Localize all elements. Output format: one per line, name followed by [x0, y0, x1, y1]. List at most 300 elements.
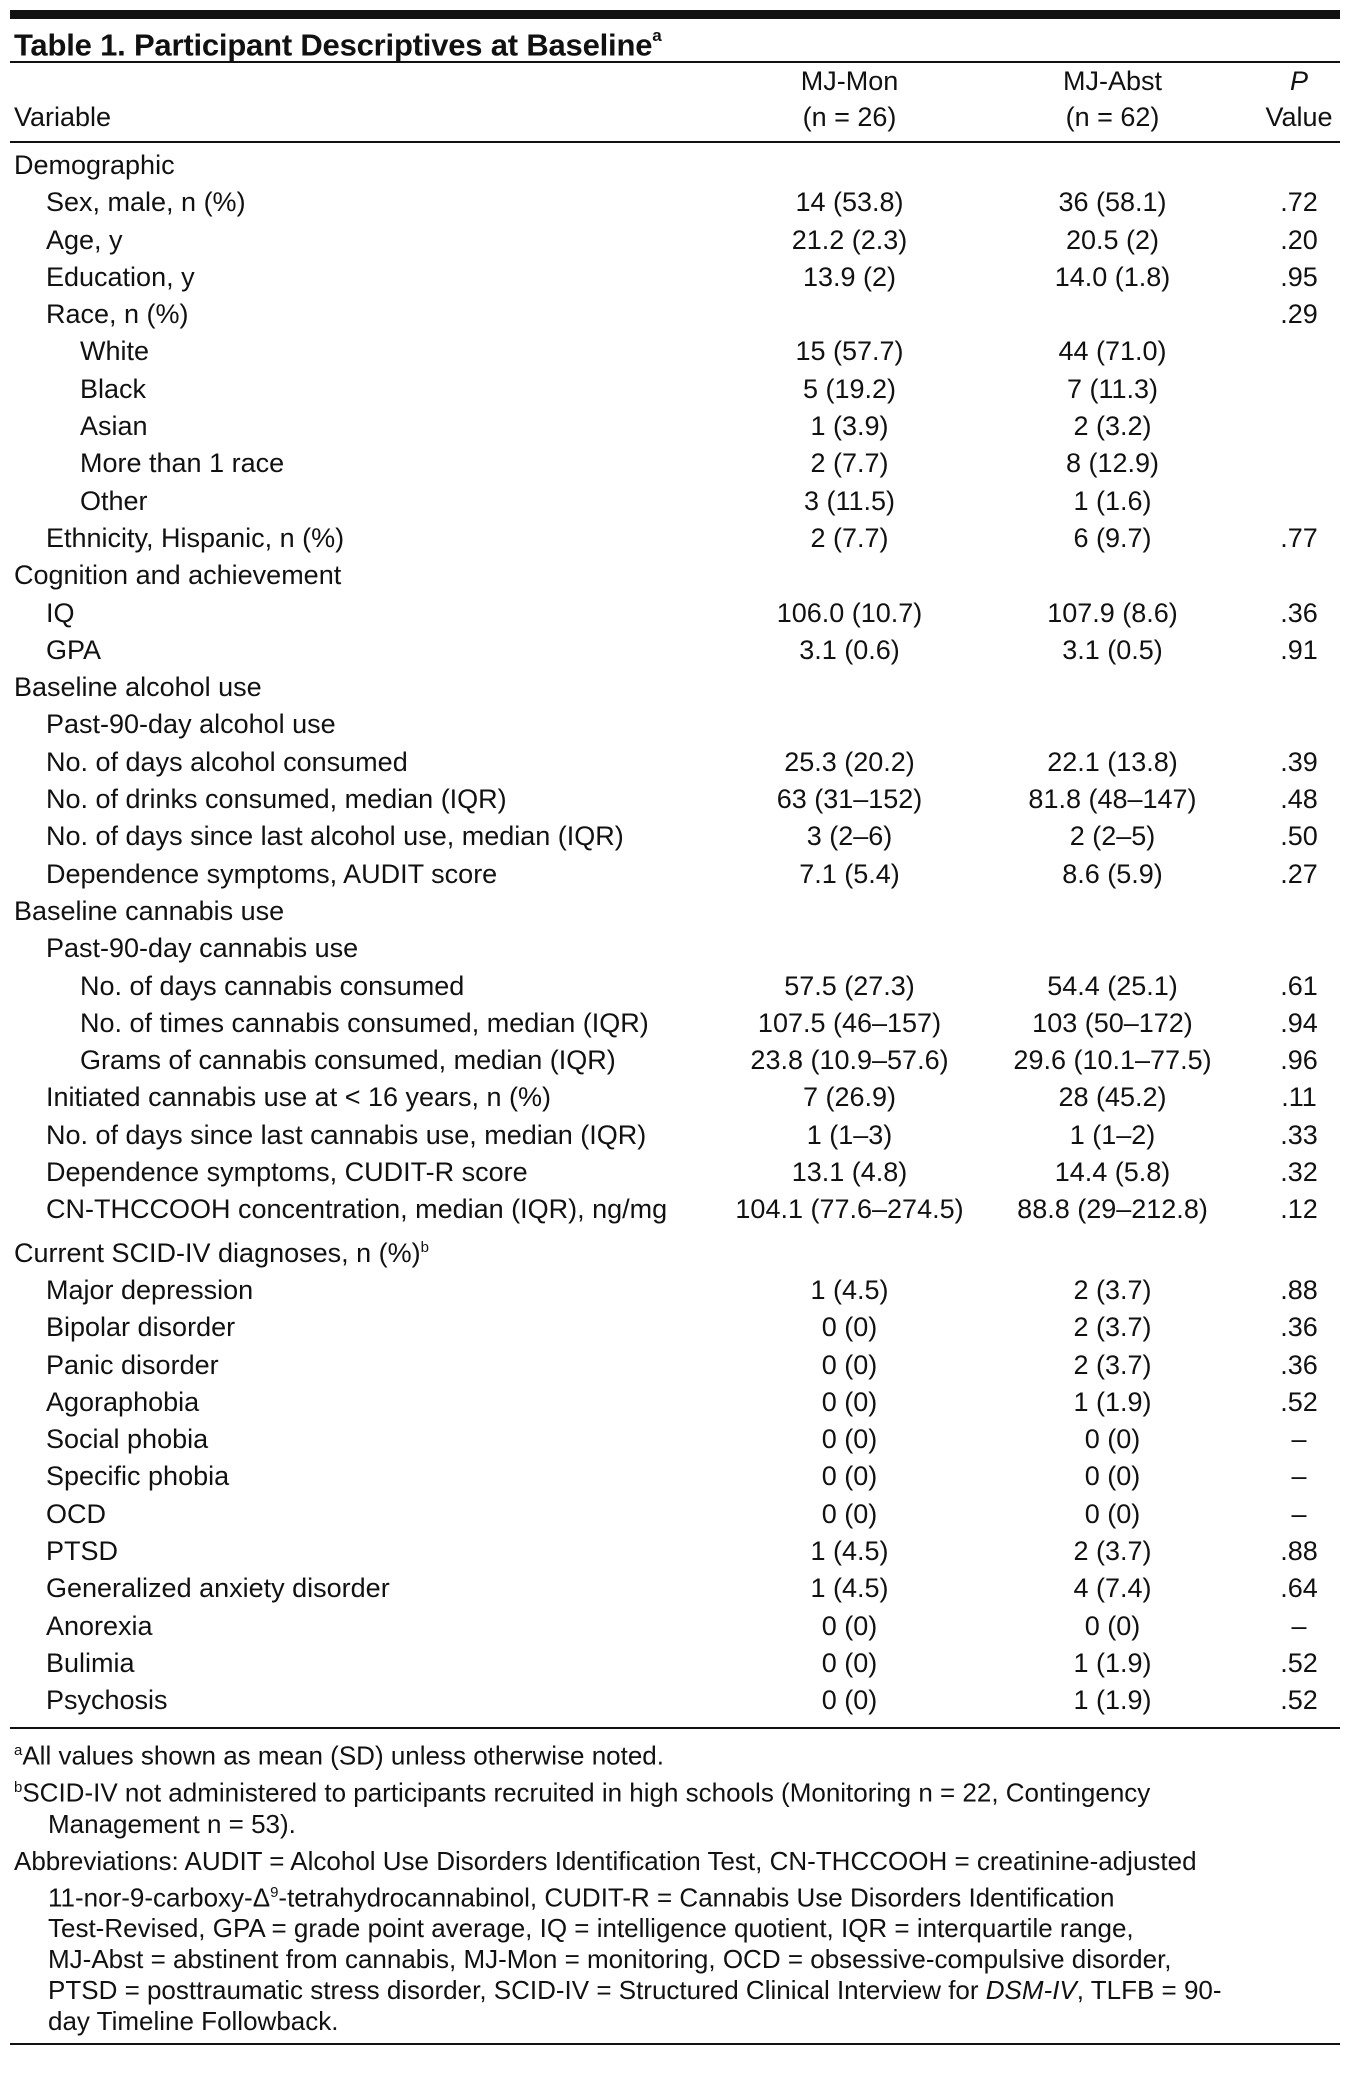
- p-value: [1248, 1005, 1340, 1042]
- mj-mon-value: [722, 632, 1007, 669]
- mj-abst-value: [1007, 1347, 1248, 1384]
- mj-mon-value-text: 106.0 (10.7): [776, 597, 923, 628]
- mj-abst-value-text: 0 (0): [1084, 1461, 1141, 1492]
- row-label-text: Demographic: [14, 150, 175, 180]
- mj-mon-value-text: 13.9 (2): [802, 261, 897, 292]
- mj-mon-value-text: 2 (7.7): [810, 448, 889, 479]
- mj-mon-value: [722, 1117, 1007, 1154]
- mj-mon-value-text: 0 (0): [821, 1349, 878, 1380]
- p-value: [1248, 1570, 1340, 1607]
- p-value: [1248, 781, 1340, 818]
- mj-abst-value: [1007, 296, 1248, 333]
- p-value-text: .77: [1280, 522, 1318, 553]
- mj-abst-value-text: 88.8 (29–212.8): [1017, 1194, 1208, 1225]
- mj-mon-value: [722, 520, 1007, 557]
- abbr-line-2b: -tetrahydrocannabinol, CUDIT-R = Cannabis Use Disorders Identification: [278, 1882, 1115, 1913]
- row-label: [10, 1042, 722, 1079]
- mj-mon-value-text: 2 (7.7): [810, 522, 889, 553]
- table-row: [10, 968, 1340, 1005]
- mj-abst-value: [1007, 259, 1248, 296]
- mj-abst-value: [1007, 706, 1248, 743]
- row-label-text: CN-THCCOOH concentration, median (IQR), ng/mg: [46, 1194, 668, 1225]
- mj-mon-value-text: 13.1 (4.8): [791, 1157, 908, 1188]
- p-value-text: .36: [1280, 1349, 1318, 1380]
- mj-abst-value: [1007, 408, 1248, 445]
- mj-mon-value-text: 5 (19.2): [802, 373, 897, 404]
- mj-abst-value: [1007, 1458, 1248, 1495]
- mj-abst-value: [1007, 1645, 1248, 1682]
- row-label-text: No. of days since last cannabis use, median (IQR): [46, 1119, 647, 1150]
- table-row: [10, 595, 1340, 632]
- table-row: [10, 1533, 1340, 1570]
- p-value-text: .95: [1280, 261, 1318, 292]
- mj-abst-value-text: 107.9 (8.6): [1047, 597, 1178, 628]
- mj-mon-value-text: 1 (4.5): [810, 1274, 889, 1305]
- mj-abst-value: [1007, 143, 1248, 184]
- row-label-text: Age, y: [46, 224, 123, 255]
- p-value-text: –: [1291, 1461, 1307, 1492]
- mj-abst-value: [1007, 1005, 1248, 1042]
- row-label: [10, 557, 722, 594]
- mj-abst-value-text: 2 (3.2): [1073, 411, 1152, 442]
- p-value: [1248, 371, 1340, 408]
- row-label: [10, 1079, 722, 1116]
- mj-abst-value: [1007, 520, 1248, 557]
- col-header-abs: MJ-Abst: [1062, 66, 1162, 96]
- row-label-text: Baseline cannabis use: [14, 895, 285, 926]
- table-row: [10, 333, 1340, 370]
- row-label: [10, 1645, 722, 1682]
- mj-abst-value-text: 14.4 (5.8): [1054, 1157, 1171, 1188]
- mj-mon-value-text: 1 (3.9): [810, 411, 889, 442]
- mj-abst-value: [1007, 930, 1248, 967]
- p-value-text: .27: [1280, 858, 1318, 889]
- p-value: [1248, 1154, 1340, 1191]
- table-row: [10, 1458, 1340, 1495]
- row-label: [10, 1117, 722, 1154]
- mj-mon-value-text: 7.1 (5.4): [799, 858, 900, 889]
- mj-mon-value: [722, 483, 1007, 520]
- col-header-abs-n: (n = 62): [1065, 102, 1160, 132]
- mj-mon-value-text: 1 (1–3): [806, 1119, 893, 1150]
- mj-abst-value-text: 103 (50–172): [1032, 1007, 1193, 1038]
- row-label: [10, 930, 722, 967]
- mj-abst-value: [1007, 1117, 1248, 1154]
- p-value: [1248, 1042, 1340, 1079]
- mj-abst-value: [1007, 1533, 1248, 1570]
- mj-mon-value: [722, 222, 1007, 259]
- mj-abst-value: [1007, 184, 1248, 221]
- p-value: [1248, 557, 1340, 594]
- mj-abst-value: [1007, 445, 1248, 482]
- col-header-p-value: Value: [1265, 102, 1333, 132]
- mj-mon-value: [722, 781, 1007, 818]
- row-label-text: Past-90-day alcohol use: [46, 709, 336, 740]
- row-label-text: Dependence symptoms, AUDIT score: [46, 858, 498, 889]
- footnote-a-text: All values shown as mean (SD) unless otherwise noted.: [22, 1741, 664, 1772]
- mj-mon-value: [722, 1608, 1007, 1645]
- mj-mon-value: [722, 333, 1007, 370]
- p-value-text: .72: [1280, 187, 1318, 218]
- p-value: [1248, 818, 1340, 855]
- row-label-text: Past-90-day cannabis use: [46, 933, 359, 964]
- mj-abst-value-text: 2 (3.7): [1073, 1312, 1152, 1343]
- footnote-b-mark: b: [14, 1779, 23, 1797]
- row-label-text: Bulimia: [46, 1647, 135, 1678]
- table-footnotes: [10, 1735, 1340, 2037]
- row-label-text: Agoraphobia: [46, 1386, 200, 1417]
- row-label: [10, 1229, 722, 1272]
- col-header-mon: MJ-Mon: [800, 66, 899, 96]
- row-label-text: Other: [80, 485, 148, 516]
- mj-mon-value: [722, 669, 1007, 706]
- mj-abst-value-text: 8 (12.9): [1065, 448, 1160, 479]
- table-title-text: Table 1. Participant Descriptives at Baseline: [14, 27, 653, 63]
- mj-mon-value-text: 0 (0): [821, 1685, 878, 1716]
- mj-mon-value: [722, 595, 1007, 632]
- row-label: [10, 744, 722, 781]
- mj-mon-value-text: 107.5 (46–157): [757, 1007, 942, 1038]
- mj-mon-value-text: 25.3 (20.2): [784, 746, 915, 777]
- mj-abst-value: [1007, 333, 1248, 370]
- row-label-text: Dependence symptoms, CUDIT-R score: [46, 1157, 528, 1188]
- row-label-text: No. of days cannabis consumed: [80, 970, 465, 1001]
- table-row: [10, 818, 1340, 855]
- footnote-b: [14, 1772, 1340, 1840]
- mj-abst-value: [1007, 1682, 1248, 1719]
- row-label-text: PTSD: [46, 1535, 119, 1566]
- mj-abst-value: [1007, 1154, 1248, 1191]
- row-label: [10, 968, 722, 1005]
- mj-mon-value-text: 3 (11.5): [803, 485, 896, 516]
- row-label: [10, 1496, 722, 1533]
- abbr-line-1: Abbreviations: AUDIT = Alcohol Use Disorders Identification Test, CN-THCCOOH = creatinine-adjusted: [14, 1845, 1197, 1876]
- row-label-text: No. of times cannabis consumed, median (IQR): [80, 1007, 649, 1038]
- table-row: [10, 632, 1340, 669]
- p-value-text: .91: [1280, 634, 1318, 665]
- mj-abst-value-text: 1 (1.9): [1073, 1386, 1152, 1417]
- title-footnote-mark: a: [652, 26, 662, 45]
- mj-abst-value-text: 44 (71.0): [1058, 336, 1167, 367]
- mj-mon-value-text: 21.2 (2.3): [791, 224, 908, 255]
- section-row: [10, 1229, 1340, 1272]
- row-label-text: Social phobia: [46, 1424, 209, 1455]
- table-title: [10, 19, 1340, 61]
- row-label: [10, 445, 722, 482]
- table-row: [10, 1421, 1340, 1458]
- p-value: [1248, 520, 1340, 557]
- mj-abst-value: [1007, 632, 1248, 669]
- mj-abst-value-text: 81.8 (48–147): [1028, 784, 1197, 815]
- p-value-text: .36: [1280, 1312, 1318, 1343]
- mj-mon-value-text: 0 (0): [821, 1647, 878, 1678]
- row-label-text: Cognition and achievement: [14, 560, 342, 591]
- abbr-line-3: Test-Revised, GPA = grade point average, IQ = intelligence quotient, IQR = interquartile range,: [48, 1913, 1134, 1944]
- mj-abst-value-text: 6 (9.7): [1073, 522, 1152, 553]
- mj-abst-value-text: 0 (0): [1084, 1424, 1141, 1455]
- row-label: [10, 1570, 722, 1607]
- table-row: [10, 483, 1340, 520]
- p-value: [1248, 1608, 1340, 1645]
- mj-mon-value: [722, 143, 1007, 184]
- row-label: [10, 856, 722, 893]
- mj-mon-value: [722, 818, 1007, 855]
- p-value-text: .50: [1280, 821, 1318, 852]
- table-row: [10, 520, 1340, 557]
- p-value: [1248, 1272, 1340, 1309]
- row-label: [10, 222, 722, 259]
- col-header-p-italic: P: [1289, 66, 1308, 96]
- p-value: [1248, 930, 1340, 967]
- mj-abst-value: [1007, 1421, 1248, 1458]
- mj-mon-value-text: 104.1 (77.6–274.5): [735, 1194, 964, 1225]
- abbr-line-5-italic: DSM-IV: [985, 1975, 1077, 2006]
- row-label: [10, 1608, 722, 1645]
- mj-abst-value-text: 29.6 (10.1–77.5): [1013, 1045, 1212, 1076]
- mj-mon-value-text: 3.1 (0.6): [799, 634, 900, 665]
- mj-mon-value-text: 0 (0): [821, 1498, 878, 1529]
- table-row: [10, 706, 1340, 743]
- mj-abst-value-text: 20.5 (2): [1065, 224, 1160, 255]
- mj-mon-value-text: 57.5 (27.3): [784, 970, 915, 1001]
- mj-mon-value-text: 1 (4.5): [810, 1573, 889, 1604]
- mj-mon-value: [722, 1272, 1007, 1309]
- mj-mon-value-text: 0 (0): [821, 1424, 878, 1455]
- row-label-text: IQ: [46, 597, 75, 628]
- row-label-text: Major depression: [46, 1274, 254, 1305]
- mj-abst-value: [1007, 1496, 1248, 1533]
- row-label: [10, 1384, 722, 1421]
- p-value: [1248, 143, 1340, 184]
- mj-mon-value-text: 0 (0): [821, 1312, 878, 1343]
- mj-mon-value: [722, 1229, 1007, 1272]
- row-label: [10, 143, 722, 184]
- p-value: [1248, 856, 1340, 893]
- p-value: [1248, 669, 1340, 706]
- table-row: [10, 296, 1340, 333]
- p-value-text: .88: [1280, 1274, 1318, 1305]
- row-footnote-mark: b: [420, 1238, 429, 1256]
- col-header-p: [1248, 63, 1340, 99]
- mj-mon-value: [722, 1570, 1007, 1607]
- table-row: [10, 1272, 1340, 1309]
- mj-mon-value: [722, 930, 1007, 967]
- mj-mon-value-text: 0 (0): [821, 1610, 878, 1641]
- row-label: [10, 818, 722, 855]
- p-value-text: .96: [1280, 1045, 1318, 1076]
- row-label: [10, 1533, 722, 1570]
- row-label: [10, 1682, 722, 1719]
- row-label-text: No. of days alcohol consumed: [46, 746, 408, 777]
- mj-mon-value: [722, 557, 1007, 594]
- p-value: [1248, 595, 1340, 632]
- mj-abst-value-text: 3.1 (0.5): [1062, 634, 1163, 665]
- footnote-a-mark: a: [14, 1742, 23, 1760]
- mj-mon-value: [722, 1645, 1007, 1682]
- p-value: [1248, 744, 1340, 781]
- row-label: [10, 259, 722, 296]
- mj-mon-value: [722, 1458, 1007, 1495]
- row-label-text: No. of drinks consumed, median (IQR): [46, 784, 507, 815]
- row-label: [10, 408, 722, 445]
- p-value: [1248, 333, 1340, 370]
- abbr-line-4: MJ-Abst = abstinent from cannabis, MJ-Mon = monitoring, OCD = obsessive-compulsive disorder,: [48, 1944, 1172, 1975]
- row-label: [10, 371, 722, 408]
- p-value: [1248, 1384, 1340, 1421]
- row-label-text: Anorexia: [46, 1610, 153, 1641]
- mj-abst-value: [1007, 483, 1248, 520]
- row-label-text: Sex, male, n (%): [46, 187, 246, 218]
- p-value-text: .36: [1280, 597, 1318, 628]
- row-label-text: Initiated cannabis use at < 16 years, n (%): [46, 1082, 552, 1113]
- p-value: [1248, 893, 1340, 930]
- p-value: [1248, 1347, 1340, 1384]
- table-row: [10, 1384, 1340, 1421]
- mj-mon-value: [722, 893, 1007, 930]
- mj-mon-value-text: 63 (31–152): [776, 784, 923, 815]
- footnote-b-text-2: Management n = 53).: [48, 1808, 296, 1839]
- p-value-text: .39: [1280, 746, 1318, 777]
- row-label-text: Ethnicity, Hispanic, n (%): [46, 522, 345, 553]
- mj-mon-value: [722, 1042, 1007, 1079]
- row-label: [10, 1272, 722, 1309]
- row-label-text: Black: [80, 373, 147, 404]
- mj-abst-value: [1007, 781, 1248, 818]
- mj-mon-value: [722, 1533, 1007, 1570]
- row-label-text: Baseline alcohol use: [14, 672, 262, 703]
- p-value: [1248, 259, 1340, 296]
- mj-abst-value-text: 36 (58.1): [1058, 187, 1167, 218]
- row-label: [10, 1347, 722, 1384]
- mj-abst-value-text: 4 (7.4): [1073, 1573, 1152, 1604]
- p-value: [1248, 1421, 1340, 1458]
- row-label-text: Specific phobia: [46, 1461, 230, 1492]
- mj-abst-value: [1007, 1309, 1248, 1346]
- p-value: [1248, 1309, 1340, 1346]
- p-value-text: .64: [1280, 1573, 1318, 1604]
- p-value-text: .61: [1280, 970, 1318, 1001]
- p-value: [1248, 296, 1340, 333]
- row-label: [10, 632, 722, 669]
- row-label: [10, 893, 722, 930]
- mj-mon-value: [722, 408, 1007, 445]
- mj-mon-value: [722, 1421, 1007, 1458]
- abbr-line-5b: , TLFB = 90-: [1076, 1975, 1222, 2006]
- table-row: [10, 222, 1340, 259]
- p-value-text: .52: [1280, 1647, 1318, 1678]
- mj-abst-value: [1007, 744, 1248, 781]
- mj-abst-value-text: 7 (11.3): [1066, 373, 1159, 404]
- table-row: [10, 1608, 1340, 1645]
- row-label-text: Generalized anxiety disorder: [46, 1573, 390, 1604]
- row-label-text: More than 1 race: [80, 448, 285, 479]
- mj-abst-value-text: 2 (3.7): [1073, 1535, 1152, 1566]
- mj-abst-value: [1007, 893, 1248, 930]
- p-value-text: –: [1291, 1498, 1307, 1529]
- mj-abst-value-text: 28 (45.2): [1058, 1082, 1167, 1113]
- row-label-text: Bipolar disorder: [46, 1312, 236, 1343]
- mj-abst-value: [1007, 818, 1248, 855]
- mj-abst-value-text: 1 (1.6): [1073, 485, 1152, 516]
- p-value: [1248, 445, 1340, 482]
- row-label-text: No. of days since last alcohol use, median (IQR): [46, 821, 624, 852]
- mj-abst-value: [1007, 1384, 1248, 1421]
- table-row: [10, 1005, 1340, 1042]
- row-label-text: Education, y: [46, 261, 195, 292]
- row-label-text: Panic disorder: [46, 1349, 219, 1380]
- p-value: [1248, 483, 1340, 520]
- section-row: [10, 669, 1340, 706]
- section-row: [10, 893, 1340, 930]
- table-row: [10, 371, 1340, 408]
- table-row: [10, 856, 1340, 893]
- table-row: [10, 1347, 1340, 1384]
- p-value: [1248, 1682, 1340, 1719]
- row-label: [10, 781, 722, 818]
- table-row: [10, 781, 1340, 818]
- mj-abst-value-text: 14.0 (1.8): [1054, 261, 1171, 292]
- row-label-text: White: [80, 336, 150, 367]
- p-value: [1248, 1117, 1340, 1154]
- p-value: [1248, 1079, 1340, 1116]
- mj-mon-value: [722, 1154, 1007, 1191]
- mj-mon-value-text: 7 (26.9): [802, 1082, 897, 1113]
- mj-abst-value-text: 2 (2–5): [1069, 821, 1156, 852]
- abbreviations-note: [14, 1846, 1340, 2038]
- mj-mon-value: [722, 1384, 1007, 1421]
- mj-mon-value: [722, 371, 1007, 408]
- p-value-text: .94: [1280, 1007, 1318, 1038]
- section-row: [10, 143, 1340, 184]
- mj-abst-value-text: 0 (0): [1084, 1610, 1141, 1641]
- mj-mon-value: [722, 1309, 1007, 1346]
- abbr-line-2: [14, 1877, 1340, 1914]
- mj-abst-value-text: 1 (1.9): [1073, 1647, 1152, 1678]
- p-value-text: –: [1291, 1610, 1307, 1641]
- mj-mon-value-text: 14 (53.8): [795, 187, 904, 218]
- mj-abst-value-text: 22.1 (13.8): [1047, 746, 1178, 777]
- p-value-text: .12: [1280, 1194, 1318, 1225]
- table-row: [10, 1309, 1340, 1346]
- footnote-b-text-1: SCID-IV not administered to participants recruited in high schools (Monitoring n = 22, Contingency: [22, 1777, 1151, 1808]
- row-label: [10, 1154, 722, 1191]
- row-label: [10, 333, 722, 370]
- mj-mon-value: [722, 445, 1007, 482]
- row-label: [10, 1309, 722, 1346]
- bottom-rule: [10, 2043, 1340, 2045]
- mj-abst-value: [1007, 1608, 1248, 1645]
- table-row: [10, 744, 1340, 781]
- table-row: [10, 1570, 1340, 1607]
- mj-abst-value-text: 1 (1–2): [1069, 1119, 1156, 1150]
- table-row: [10, 408, 1340, 445]
- p-value: [1248, 1191, 1340, 1228]
- mj-abst-value: [1007, 557, 1248, 594]
- row-label: [10, 296, 722, 333]
- mj-mon-value: [722, 1496, 1007, 1533]
- mj-mon-value: [722, 296, 1007, 333]
- mj-mon-value-text: 0 (0): [821, 1386, 878, 1417]
- p-value-text: –: [1291, 1424, 1307, 1455]
- p-value-text: .29: [1280, 299, 1318, 330]
- mj-abst-value: [1007, 1042, 1248, 1079]
- descriptives-table: [10, 63, 1340, 1719]
- body-end-rule: [10, 1727, 1340, 1729]
- row-label: [10, 1191, 722, 1228]
- row-label: [10, 1005, 722, 1042]
- mj-abst-value: [1007, 371, 1248, 408]
- table-header: [10, 63, 1340, 143]
